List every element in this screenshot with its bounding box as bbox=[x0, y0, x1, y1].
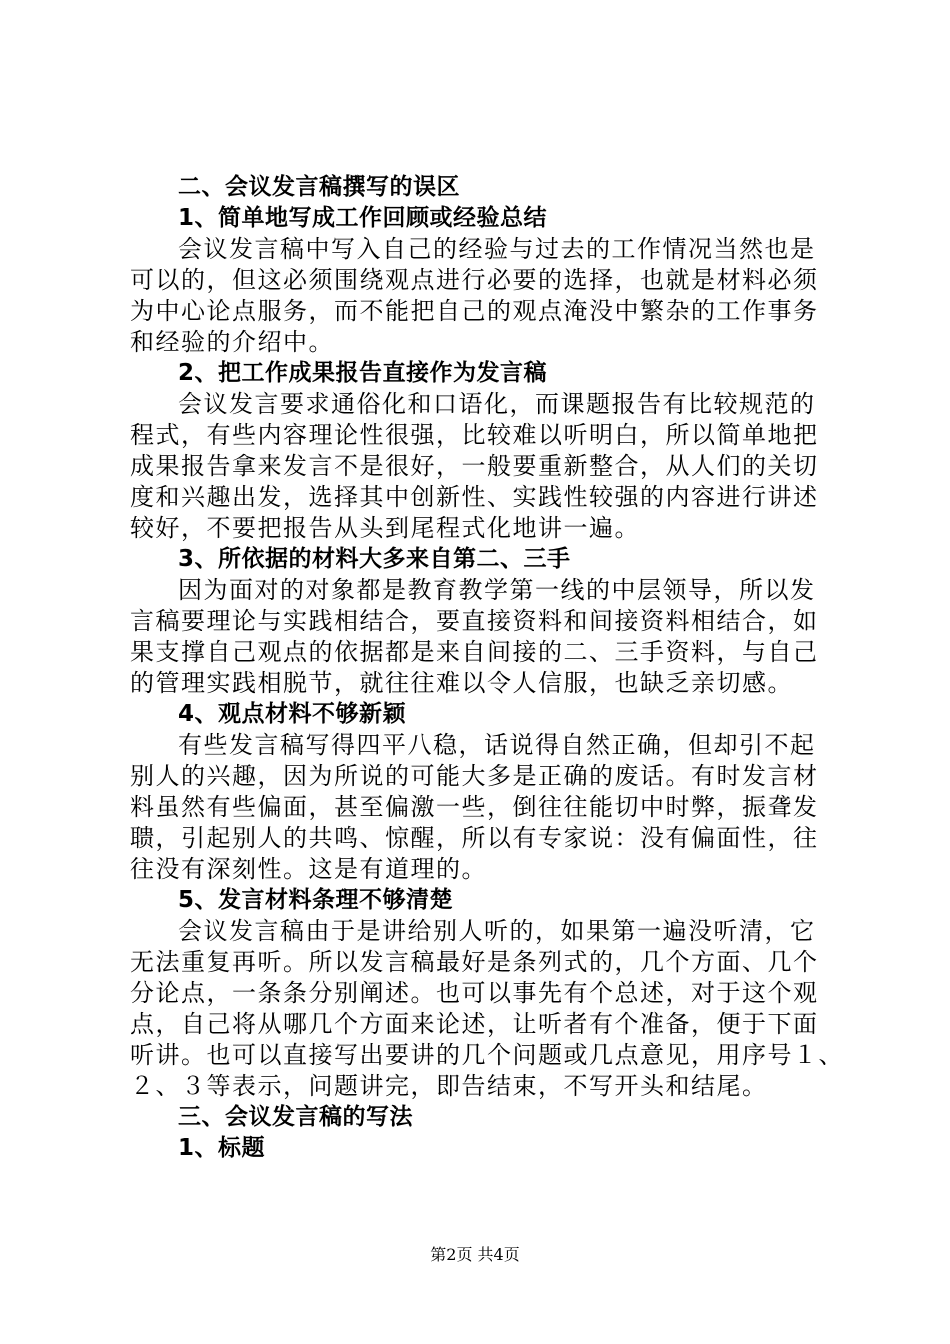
paragraph-line: 可以的，但这必须围绕观点进行必要的选择，也就是材料必须 bbox=[130, 266, 819, 294]
paragraph-line: 果支撑自己观点的依据都是来自间接的二、三手资料，与自己 bbox=[130, 638, 819, 666]
paragraph-line: 分论点，一条条分别阐述。也可以事先有个总述，对于这个观 bbox=[130, 979, 819, 1007]
section-heading: 三、会议发言稿的写法 bbox=[178, 1104, 413, 1130]
paragraph-line: 听讲。也可以直接写出要讲的几个问题或几点意见，用序号１、 bbox=[130, 1041, 844, 1069]
section-heading: 5、发言材料条理不够清楚 bbox=[178, 887, 454, 913]
paragraph-line: 的管理实践相脱节，就往往难以令人信服，也缺乏亲切感。 bbox=[130, 669, 793, 697]
paragraph-line: 无法重复再听。所以发言稿最好是条列式的，几个方面、几个 bbox=[130, 948, 819, 976]
paragraph-line: 和经验的介绍中。 bbox=[130, 328, 334, 356]
paragraph-line: 度和兴趣出发，选择其中创新性、实践性较强的内容进行讲述 bbox=[130, 483, 819, 511]
paragraph-line: 言稿要理论与实践相结合，要直接资料和间接资料相结合，如 bbox=[130, 607, 819, 635]
paragraph-line: 往没有深刻性。这是有道理的。 bbox=[130, 855, 487, 883]
paragraph-line: 点，自己将从哪几个方面来论述，让听者有个准备，便于下面 bbox=[130, 1010, 819, 1038]
section-heading: 2、把工作成果报告直接作为发言稿 bbox=[178, 360, 548, 386]
paragraph-line: 会议发言要求通俗化和口语化，而课题报告有比较规范的 bbox=[178, 390, 816, 418]
paragraph-line: 会议发言稿中写入自己的经验与过去的工作情况当然也是 bbox=[178, 235, 816, 263]
paragraph-line: 较好，不要把报告从头到尾程式化地讲一遍。 bbox=[130, 514, 640, 542]
paragraph-line: 聩，引起别人的共鸣、惊醒，所以有专家说：没有偏面性，往 bbox=[130, 824, 819, 852]
section-heading: 二、会议发言稿撰写的误区 bbox=[178, 174, 460, 200]
section-heading: 4、观点材料不够新颖 bbox=[178, 701, 407, 727]
paragraph-line: 因为面对的对象都是教育教学第一线的中层领导，所以发 bbox=[178, 576, 816, 604]
paragraph-line: 会议发言稿由于是讲给别人听的，如果第一遍没听清，它 bbox=[178, 917, 816, 945]
section-heading: 3、所依据的材料大多来自第二、三手 bbox=[178, 546, 571, 572]
paragraph-line: ２、３等表示，问题讲完，即告结束，不写开头和结尾。 bbox=[130, 1072, 768, 1100]
paragraph-line: 为中心论点服务，而不能把自己的观点淹没中繁杂的工作事务 bbox=[130, 297, 819, 325]
page-footer: 第2页 共4页 bbox=[430, 1245, 520, 1264]
document-body bbox=[130, 172, 844, 1164]
paragraph-line: 程式，有些内容理论性很强，比较难以听明白，所以简单地把 bbox=[130, 421, 819, 449]
paragraph-line: 有些发言稿写得四平八稳，话说得自然正确，但却引不起 bbox=[178, 731, 816, 759]
section-heading: 1、标题 bbox=[178, 1135, 266, 1161]
paragraph-line: 别人的兴趣，因为所说的可能大多是正确的废话。有时发言材 bbox=[130, 762, 819, 790]
paragraph-line: 成果报告拿来发言不是很好，一般要重新整合，从人们的关切 bbox=[130, 452, 819, 480]
paragraph-line: 料虽然有些偏面，甚至偏激一些，倒往往能切中时弊，振聋发 bbox=[130, 793, 819, 821]
section-heading: 1、简单地写成工作回顾或经验总结 bbox=[178, 205, 548, 231]
